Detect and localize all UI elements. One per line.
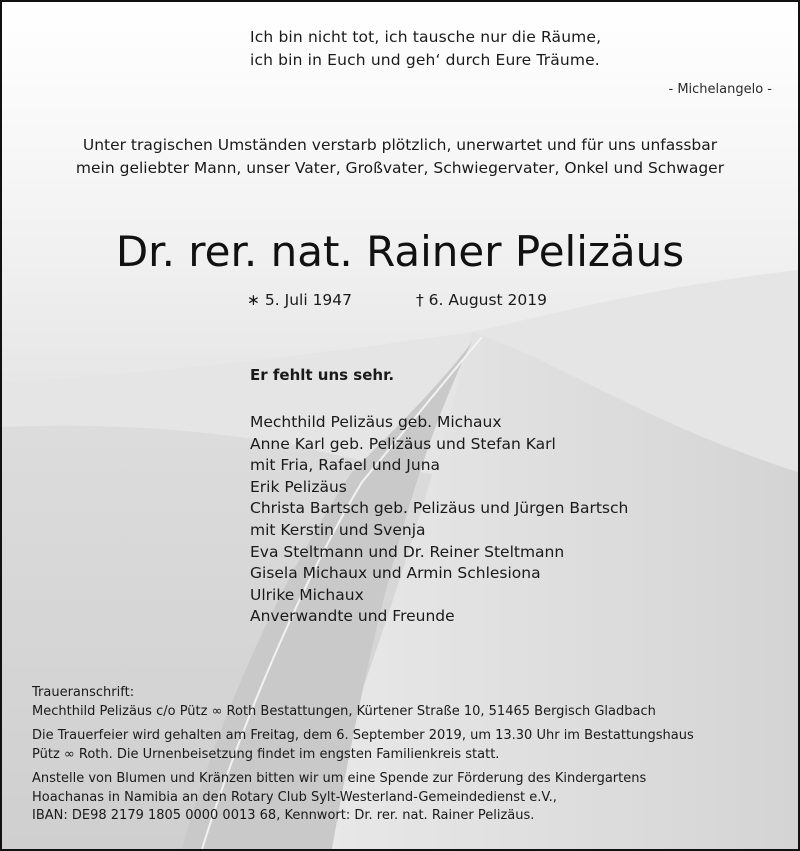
mourners-list [250,412,628,628]
donation-line: Hoachanas in Namibia an den Rotary Club Sylt-Westerland-Gemeindedienst e.V., [32,789,557,805]
notice-footer [32,684,694,826]
intro-line: Unter tragischen Umständen verstarb plötzlich, unerwartet und für uns unfassbar [82,136,718,154]
ceremony-line: Die Trauerfeier wird gehalten am Freitag, dem 6. September 2019, um 13.30 Uhr im Bestattungshaus [32,728,694,743]
donation-line: IBAN: DE98 2179 1805 0000 0013 68, Kennwort: Dr. rer. nat. Rainer Pelizäus. [32,808,535,823]
birth-date: ∗ 5. Juli 1947 [247,291,353,309]
mourner: Christa Bartsch geb. Pelizäus und Jürgen Bartsch [250,499,629,518]
mourner: Ulrike Michaux [250,585,364,604]
mourner: Mechthild Pelizäus geb. Michaux [250,413,502,431]
death-announcement-intro [2,134,798,180]
ceremony-line: Pütz ∞ Roth. Die Urnenbeisetzung findet im engsten Familienkreis statt. [32,746,500,762]
mourner: Erik Pelizäus [250,477,347,496]
missed-statement: Er fehlt uns sehr. [250,366,395,384]
intro-line: mein geliebter Mann, unser Vater, Großvater, Schwiegervater, Onkel und Schwager [75,159,725,177]
mourner: Anne Karl geb. Pelizäus und Stefan Karl [250,434,556,453]
mourner: Anverwandte und Freunde [250,607,455,626]
mourner: Gisela Michaux und Armin Schlesiona [250,564,541,583]
quote-author: - Michelangelo - [668,82,772,97]
mourning-address: Mechthild Pelizäus c/o Pütz ∞ Roth Bestattungen, Kürtener Straße 10, 51465 Bergisch Gladbach [32,703,656,719]
address-label: Traueranschrift: [32,685,135,700]
quote [250,26,601,72]
mourner: mit Kerstin und Svenja [250,520,426,539]
quote-line: ich bin in Euch und geh‘ durch Eure Träume. [250,51,600,69]
quote-line: Ich bin nicht tot, ich tausche nur die Räume, [250,28,602,46]
donation-line: Anstelle von Blumen und Kränzen bitten wir um eine Spende zur Förderung des Kindergartens [32,771,647,786]
mourner: mit Fria, Rafael und Juna [250,456,441,475]
deceased-name: Dr. rer. nat. Rainer Pelizäus [115,227,685,276]
mourner: Eva Steltmann und Dr. Reiner Steltmann [250,542,565,561]
death-date: † 6. August 2019 [416,291,548,309]
